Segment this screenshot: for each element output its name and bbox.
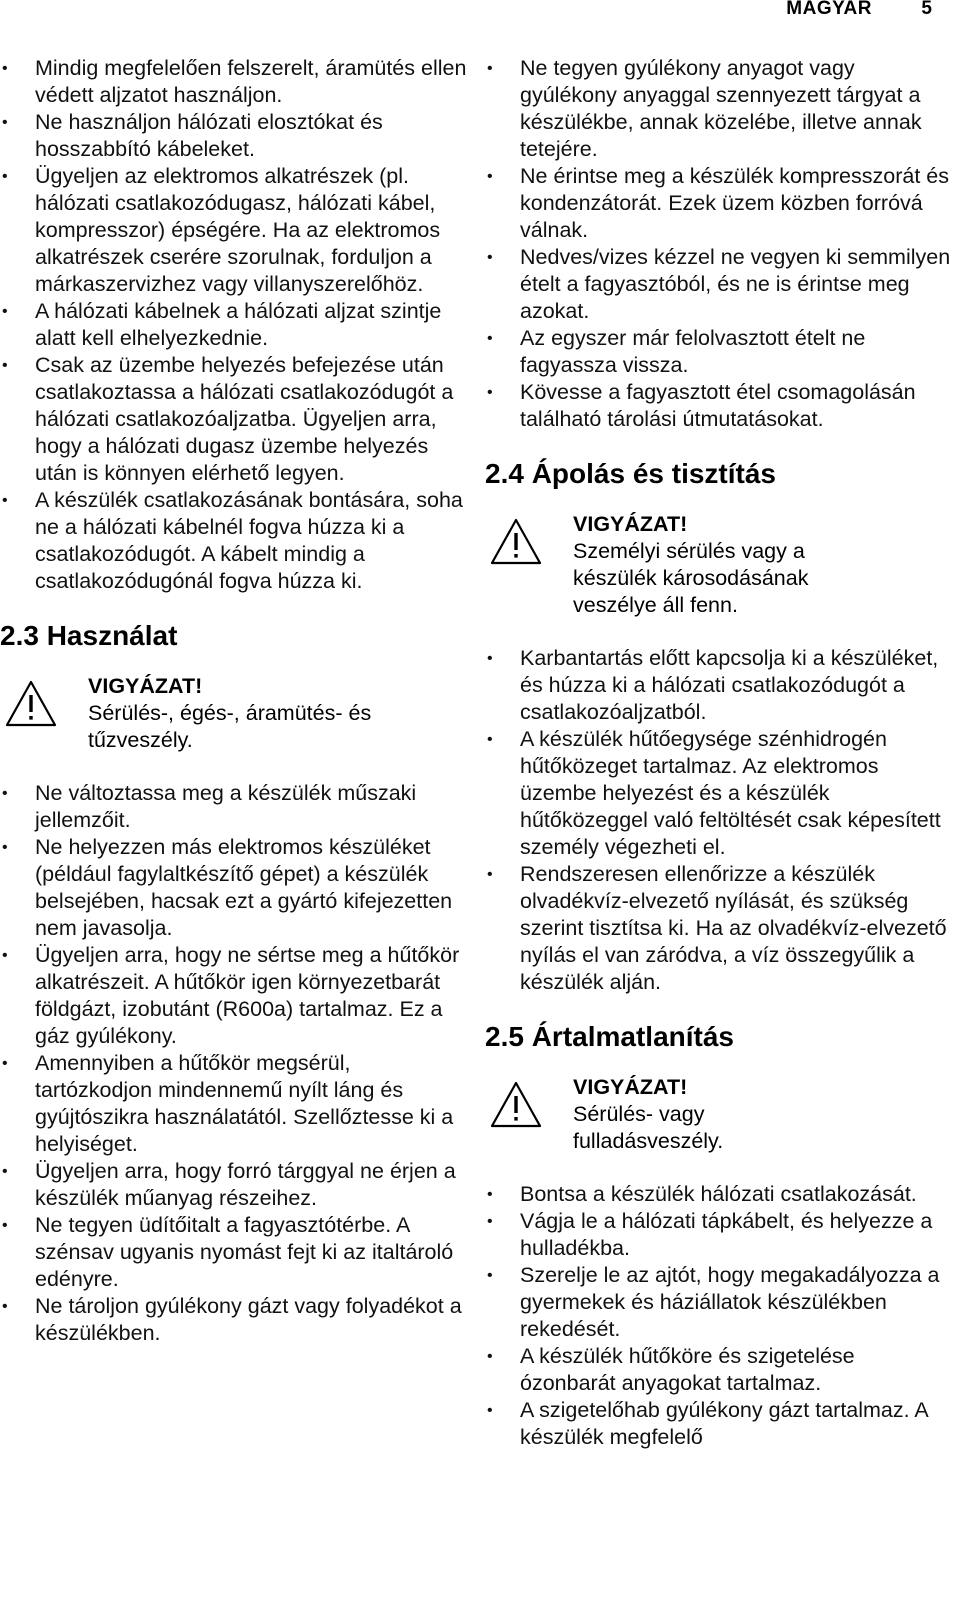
- list-item: • Ne használjon hálózati elosztókat és hosszabbító kábeleket.: [0, 109, 470, 163]
- warning-title: VIGYÁZAT!: [88, 674, 203, 698]
- list-item: • Az egyszer már felolvasztott ételt ne fagyassza vissza.: [485, 325, 955, 379]
- section-heading-hasznalat: 2.3 Használat: [0, 620, 178, 651]
- header-language: MAGYAR: [786, 0, 872, 19]
- list-item: • Ne változtassa meg a készülék műszaki jellemzőit.: [0, 780, 470, 834]
- warning-box: [485, 1074, 955, 1155]
- warning-triangle-icon: [4, 679, 58, 729]
- list-item: • Mindig megfelelően felszerelt, áramütés ellen védett aljzatot használjon.: [0, 55, 470, 109]
- page-header: [0, 0, 960, 22]
- list-item: • A szigetelőhab gyúlékony gázt tartalmaz. A készülék megfelelő: [485, 1397, 955, 1451]
- section-heading-apolas: 2.4 Ápolás és tisztítás: [485, 458, 777, 489]
- warning-title: VIGYÁZAT!: [573, 1075, 688, 1099]
- warning-text: Sérülés-, égés-, áramütés- és tűzveszély.: [88, 701, 372, 752]
- list-item: • Ne tegyen gyúlékony anyagot vagy gyúlékony anyaggal szennyezett tárgyat a készülékbe, annak közelébe, illetve annak tetejére.: [485, 55, 955, 163]
- list-item: • Amennyiben a hűtőkör megsérül, tartózkodjon mindennemű nyílt láng és gyújtószikra használatától. Szellőztesse ki a helyiséget.: [0, 1050, 470, 1158]
- right-bullets-top: [485, 55, 955, 433]
- warning-box: [0, 673, 470, 754]
- list-item: • Vágja le a hálózati tápkábelt, és helyezze a hulladékba.: [485, 1208, 955, 1262]
- list-item: • A hálózati kábelnek a hálózati aljzat szintje alatt kell elhelyezkednie.: [0, 298, 470, 352]
- list-item: • Ügyeljen arra, hogy forró tárggyal ne érjen a készülék műanyag részeihez.: [0, 1158, 470, 1212]
- list-item: • Rendszeresen ellenőrizze a készülék olvadékvíz-elvezető nyílását, és szükség szerint tisztítsa ki. Ha az olvadékvíz-elvezető nyílás el van záródva, a víz összegyűlik a készülék alján.: [485, 861, 955, 996]
- warning-text: Sérülés- vagy fulladásveszély.: [573, 1102, 724, 1153]
- warning-text: Személyi sérülés vagy a készülék károsodásának veszélye áll fenn.: [573, 539, 809, 617]
- right-column: [485, 55, 955, 1451]
- list-item: • Nedves/vizes kézzel ne vegyen ki semmilyen ételt a fagyasztóból, és ne is érintse meg azokat.: [485, 244, 955, 325]
- right-bullets-artalmatlanitas: [485, 1181, 955, 1451]
- list-item: • Ne helyezzen más elektromos készüléket (például fagylaltkészítő gépet) a készülék belsejében, hacsak ezt a gyártó kifejezetten nem javasolja.: [0, 834, 470, 942]
- right-bullets-apolas: [485, 645, 955, 996]
- warning-box: [485, 511, 955, 619]
- left-column: [0, 55, 470, 1347]
- warning-title: VIGYÁZAT!: [573, 512, 688, 536]
- list-item: • Ügyeljen arra, hogy ne sértse meg a hűtőkör alkatrészeit. A hűtőkör igen környezetbarát földgázt, izobutánt (R600a) tartalmaz. Ez a gáz gyúlékony.: [0, 942, 470, 1050]
- section-heading-artalmatlanitas: 2.5 Ártalmatlanítás: [485, 1021, 734, 1052]
- list-item: • A készülék hűtőegysége szénhidrogén hűtőközeget tartalmaz. Az elektromos üzembe helyezést és a készülék hűtőközeggel való feltöltését csak képesített személy végezheti el.: [485, 726, 955, 861]
- list-item: • Ne érintse meg a készülék kompresszorát és kondenzátorát. Ezek üzem közben forróvá válnak.: [485, 163, 955, 244]
- warning-triangle-icon: [489, 1080, 543, 1130]
- list-item: • Karbantartás előtt kapcsolja ki a készüléket, és húzza ki a hálózati csatlakozódugót a csatlakozóaljzatból.: [485, 645, 955, 726]
- list-item: • Ügyeljen az elektromos alkatrészek (pl. hálózati csatlakozódugasz, hálózati kábel, kompresszor) épségére. Ha az elektromos alkatrészek cserére szorulnak, forduljon a márkaszervizhez vagy villanyszerelőhöz.: [0, 163, 470, 298]
- list-item: • Szerelje le az ajtót, hogy megakadályozza a gyermekek és háziállatok készülékben rekedését.: [485, 1262, 955, 1343]
- list-item: • Bontsa a készülék hálózati csatlakozását.: [485, 1181, 955, 1208]
- list-item: • A készülék csatlakozásának bontására, soha ne a hálózati kábelnél fogva húzza ki a csatlakozódugót. A kábelt mindig a csatlakozódugónál fogva húzza ki.: [0, 487, 470, 595]
- list-item: • Csak az üzembe helyezés befejezése után csatlakoztassa a hálózati csatlakozódugót a hálózati csatlakozóaljzatba. Ügyeljen arra, hogy a hálózati dugasz üzembe helyezés után is könnyen elérhető legyen.: [0, 352, 470, 487]
- list-item: • Ne tegyen üdítőitalt a fagyasztótérbe. A szénsav ugyanis nyomást fejt ki az italtároló edényre.: [0, 1212, 470, 1293]
- list-item: • Ne tároljon gyúlékony gázt vagy folyadékot a készülékben.: [0, 1293, 470, 1347]
- warning-triangle-icon: [489, 517, 543, 567]
- page-number: 5: [921, 0, 932, 19]
- left-bullets-hasznalat: [0, 780, 470, 1347]
- list-item: • Kövesse a fagyasztott étel csomagolásán található tárolási útmutatásokat.: [485, 379, 955, 433]
- left-bullets-top: [0, 55, 470, 595]
- list-item: • A készülék hűtőköre és szigetelése ózonbarát anyagokat tartalmaz.: [485, 1343, 955, 1397]
